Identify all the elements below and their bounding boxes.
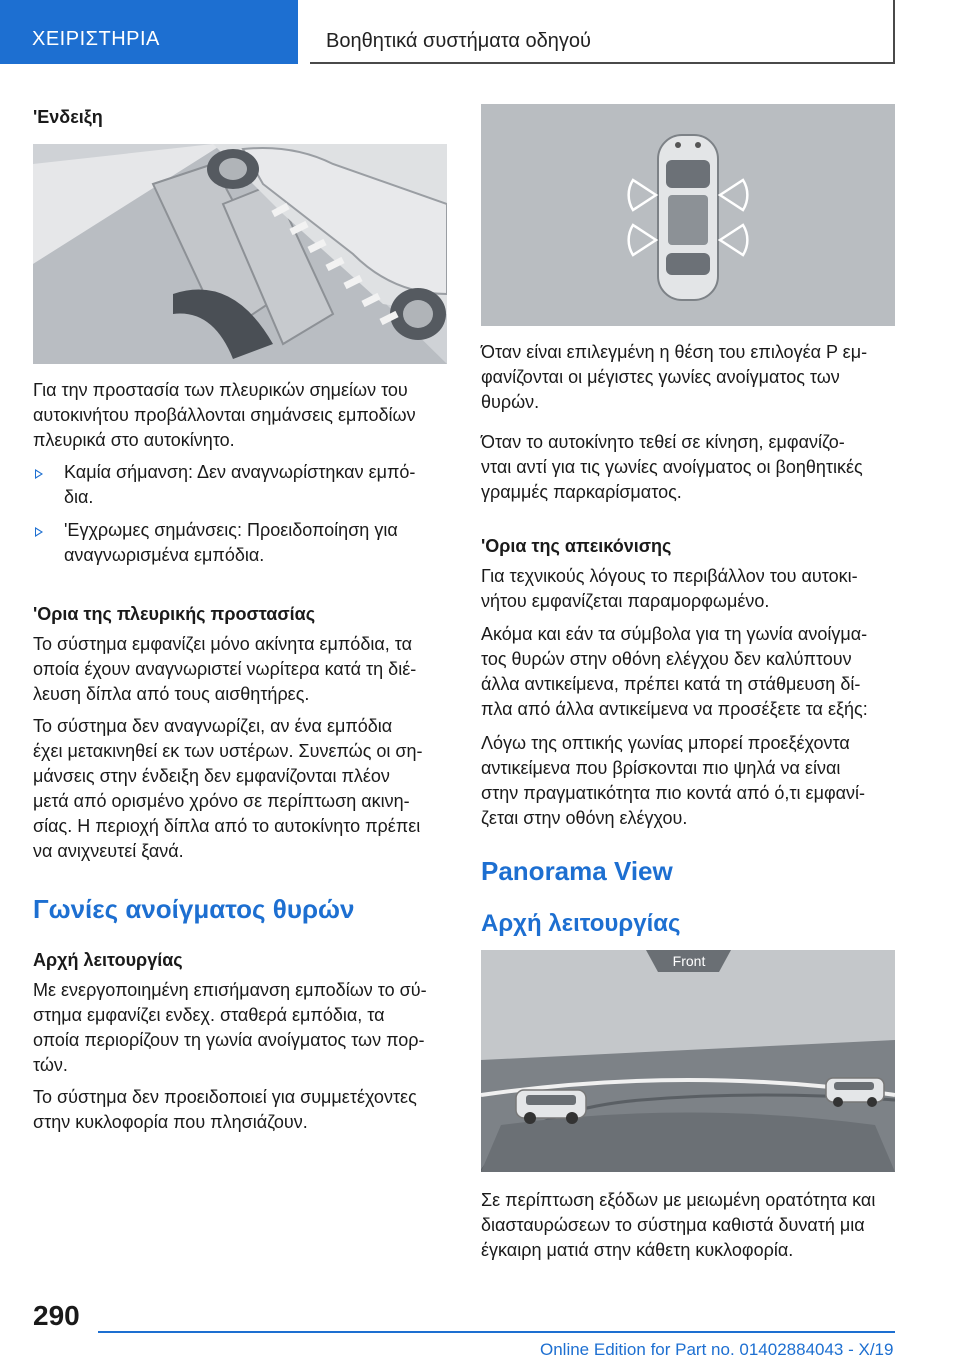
section-title: ΧΕΙΡΙΣΤΗΡΙΑ (32, 28, 160, 50)
chapter-box (310, 0, 895, 64)
limits-paragraph-2: Το σύστημα δεν αναγνωρίζει, αν ένα εμπόδια έχει μετακινηθεί εκ των υστέρων. Συνεπώς οι ση‐ μάνσεις στην ένδειξη δεν εμφανίζονται πλέον μετά από ορισμένο χρόνο σε περίπτωση ακινη‐ σίας. Η περιοχή δίπλα από το αυτοκίνητο πρέπει να ανιχνευτεί ξανά. (33, 716, 423, 861)
principle-paragraph-2: Το σύστημα δεν προειδοποιεί για συμμετέχοντες στην κυκλοφορία που πλησιάζουν. (33, 1087, 417, 1132)
edition-info: Online Edition for Part no. 01402884043 - X/19 (540, 1340, 894, 1359)
bullet-no-marking: Καμία σήμανση: Δεν αναγνωρίστηκαν εμπό‐ δια. (64, 462, 416, 507)
bullet-arrow-icon (35, 469, 43, 479)
bullet-arrow-icon (35, 527, 43, 537)
page-number: 290 (33, 1300, 80, 1331)
right-paragraph-2: Όταν το αυτοκίνητο τεθεί σε κίνηση, εμφανίζο‐ νται αντί για τις γωνίες ανοίγματος οι βοηθητικές γραμμές παρκαρίσματος. (481, 432, 863, 502)
right-paragraph-6: Σε περίπτωση εξόδων με μειωμένη ορατότητα και διασταυρώσεων το σύστημα καθιστά δυνατή μια έγκαιρη ματιά στην κάθετη κυκλοφορία. (481, 1190, 876, 1260)
footer-divider (98, 1331, 895, 1333)
right-paragraph-4: Ακόμα και εάν τα σύμβολα για τη γωνία ανοίγμα‐ τος θυρών στην οθόνη ελέγχου δεν καλύπτουν άλλα αντικείμενα, πρέπει κατά τη στάθμευση δί‐ πλα από άλλα αντικείμενα να προσέξετε τα εξής: (481, 624, 868, 719)
door-angle-illustration (481, 104, 895, 326)
panorama-view-illustration (481, 950, 895, 1172)
door-angles-heading: Γωνίες ανοίγματος θυρών (33, 894, 355, 924)
intro-paragraph: Για την προστασία των πλευρικών σημείων του αυτοκινήτου προβάλλονται σημάνσεις εμποδίων πλευρικά στο αυτοκίνητο. (33, 380, 416, 450)
panorama-principle-heading: Αρχή λειτουργίας (481, 910, 681, 937)
front-label: Front (672, 953, 706, 969)
chapter-title: Βοηθητικά συστήματα οδηγού (326, 30, 591, 52)
limits-paragraph-1: Το σύστημα εμφανίζει μόνο ακίνητα εμπόδια, τα οποία έχουν αναγνωριστεί νωρίτερα κατά τη διέ‐ λευση δίπλα από τους αισθητήρες. (33, 634, 417, 704)
side-protection-illustration (33, 144, 447, 364)
bullet-colored-marking: 'Εγχρωμες σημάνσεις: Προειδοποίηση για αναγνωρισμένα εμπόδια. (64, 520, 398, 565)
display-heading: 'Ενδειξη (33, 107, 103, 127)
principle-paragraph-1: Με ενεργοποιημένη επισήμανση εμποδίων το σύ‐ στημα εμφανίζει ενδεχ. σταθερά εμπόδια, τα οποία περιορίζουν τη γωνία ανοίγματος των πορ‐ τών. (33, 980, 427, 1075)
right-paragraph-5: Λόγω της οπτικής γωνίας μπορεί προεξέχοντα αντικείμενα που βρίσκονται πιο ψηλά να είναι στην πραγματικότητα πιο κοντά από ό,τι εμφανί‐ ζεται στην οθόνη ελέγχου. (481, 733, 866, 828)
limits-heading: 'Ορια της πλευρικής προστασίας (33, 604, 316, 624)
right-paragraph-3: Για τεχνικούς λόγους το περιβάλλον του αυτοκι‐ νήτου εμφανίζεται παραμορφωμένο. (481, 566, 858, 611)
display-limits-heading: 'Ορια της απεικόνισης (481, 536, 672, 556)
panorama-heading: Panorama View (481, 856, 673, 886)
section-tab (0, 0, 298, 64)
principle-heading: Αρχή λειτουργίας (33, 950, 183, 970)
right-paragraph-1: Όταν είναι επιλεγμένη η θέση του επιλογέα P εμ‐ φανίζονται οι μέγιστες γωνίες ανοίγματος των θυρών. (481, 342, 868, 412)
